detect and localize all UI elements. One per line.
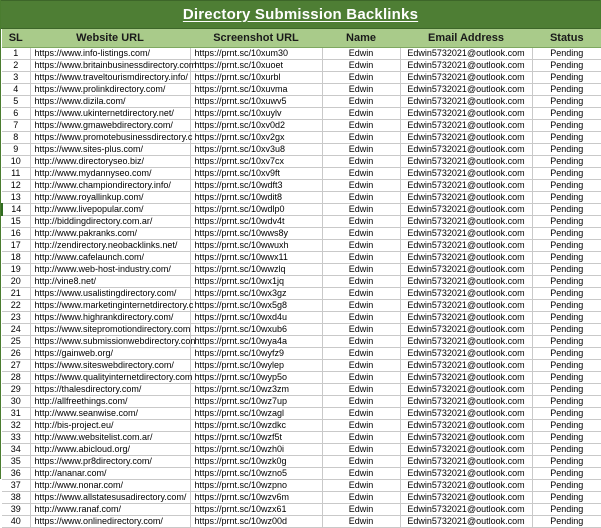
cell-serial[interactable]: 10 — [2, 156, 30, 168]
cell-name[interactable]: Edwin — [322, 96, 400, 108]
cell-serial[interactable]: 29 — [2, 384, 30, 396]
table-row[interactable] — [2, 372, 601, 384]
table-row[interactable] — [2, 60, 601, 72]
cell-email[interactable]: Edwin5732021@outlook.com — [400, 336, 532, 348]
cell-website-url[interactable]: http://allfreethings.com/ — [30, 396, 190, 408]
cell-name[interactable]: Edwin — [322, 396, 400, 408]
table-row[interactable] — [2, 288, 601, 300]
cell-name[interactable]: Edwin — [322, 72, 400, 84]
column-header-email-address[interactable]: Email Address — [400, 29, 532, 48]
table-row[interactable] — [2, 192, 601, 204]
cell-status[interactable]: Pending — [532, 204, 601, 216]
cell-screenshot-url[interactable]: https://prnt.sc/10wzpno — [190, 480, 322, 492]
cell-serial[interactable]: 13 — [2, 192, 30, 204]
cell-website-url[interactable]: http://biddingdirectory.com.ar/ — [30, 216, 190, 228]
cell-website-url[interactable]: https://www.sites-plus.com/ — [30, 144, 190, 156]
cell-status[interactable]: Pending — [532, 312, 601, 324]
cell-website-url[interactable]: https://www.pr8directory.com/ — [30, 456, 190, 468]
cell-website-url[interactable]: http://www.championdirectory.info/ — [30, 180, 190, 192]
cell-email[interactable]: Edwin5732021@outlook.com — [400, 180, 532, 192]
table-row[interactable] — [2, 132, 601, 144]
table-row[interactable] — [2, 336, 601, 348]
table-row[interactable] — [2, 516, 601, 528]
cell-serial[interactable]: 27 — [2, 360, 30, 372]
cell-email[interactable]: Edwin5732021@outlook.com — [400, 288, 532, 300]
cell-website-url[interactable]: http://www.abicloud.org/ — [30, 444, 190, 456]
cell-name[interactable]: Edwin — [322, 456, 400, 468]
cell-name[interactable]: Edwin — [322, 84, 400, 96]
table-row[interactable] — [2, 360, 601, 372]
cell-serial[interactable]: 7 — [2, 120, 30, 132]
table-row[interactable] — [2, 432, 601, 444]
cell-email[interactable]: Edwin5732021@outlook.com — [400, 432, 532, 444]
cell-website-url[interactable]: http://www.websitelist.com.ar/ — [30, 432, 190, 444]
table-row[interactable] — [2, 180, 601, 192]
cell-screenshot-url[interactable]: https://prnt.sc/10xv9ft — [190, 168, 322, 180]
cell-status[interactable]: Pending — [532, 324, 601, 336]
cell-serial[interactable]: 39 — [2, 504, 30, 516]
cell-screenshot-url[interactable]: https://prnt.sc/10wyp5o — [190, 372, 322, 384]
column-header-status[interactable]: Status — [532, 29, 601, 48]
cell-serial[interactable]: 2 — [2, 60, 30, 72]
cell-screenshot-url[interactable]: https://prnt.sc/10wdft3 — [190, 180, 322, 192]
cell-status[interactable]: Pending — [532, 252, 601, 264]
cell-serial[interactable]: 40 — [2, 516, 30, 528]
cell-website-url[interactable]: https://www.siteswebdirectory.com/ — [30, 360, 190, 372]
table-row[interactable] — [2, 204, 601, 216]
cell-website-url[interactable]: https://www.sitepromotiondirectory.com — [30, 324, 190, 336]
table-row[interactable] — [2, 396, 601, 408]
table-row[interactable] — [2, 408, 601, 420]
cell-screenshot-url[interactable]: https://prnt.sc/10wwzlq — [190, 264, 322, 276]
cell-screenshot-url[interactable]: https://prnt.sc/10xv3u8 — [190, 144, 322, 156]
table-row[interactable] — [2, 324, 601, 336]
table-row[interactable] — [2, 492, 601, 504]
cell-status[interactable]: Pending — [532, 480, 601, 492]
cell-website-url[interactable]: http://www.nonar.com/ — [30, 480, 190, 492]
table-row[interactable] — [2, 240, 601, 252]
table-row[interactable] — [2, 108, 601, 120]
cell-screenshot-url[interactable]: https://prnt.sc/10wdlp0 — [190, 204, 322, 216]
cell-status[interactable]: Pending — [532, 492, 601, 504]
cell-status[interactable]: Pending — [532, 396, 601, 408]
cell-website-url[interactable]: http://www.cafelaunch.com/ — [30, 252, 190, 264]
table-row[interactable] — [2, 72, 601, 84]
cell-serial[interactable]: 21 — [2, 288, 30, 300]
cell-name[interactable]: Edwin — [322, 516, 400, 528]
cell-name[interactable]: Edwin — [322, 312, 400, 324]
cell-status[interactable]: Pending — [532, 144, 601, 156]
cell-name[interactable]: Edwin — [322, 480, 400, 492]
cell-status[interactable]: Pending — [532, 60, 601, 72]
cell-website-url[interactable]: http://www.pakranks.com/ — [30, 228, 190, 240]
cell-screenshot-url[interactable]: https://prnt.sc/10wyfz9 — [190, 348, 322, 360]
cell-screenshot-url[interactable]: https://prnt.sc/10wxub6 — [190, 324, 322, 336]
table-row[interactable] — [2, 468, 601, 480]
cell-serial[interactable]: 23 — [2, 312, 30, 324]
cell-screenshot-url[interactable]: https://prnt.sc/10wwuxh — [190, 240, 322, 252]
cell-name[interactable]: Edwin — [322, 468, 400, 480]
cell-email[interactable]: Edwin5732021@outlook.com — [400, 228, 532, 240]
table-row[interactable] — [2, 504, 601, 516]
table-body — [2, 48, 601, 528]
cell-email[interactable]: Edwin5732021@outlook.com — [400, 396, 532, 408]
table-row[interactable] — [2, 276, 601, 288]
cell-email[interactable]: Edwin5732021@outlook.com — [400, 384, 532, 396]
cell-status[interactable]: Pending — [532, 444, 601, 456]
cell-screenshot-url[interactable]: https://prnt.sc/10xuoet — [190, 60, 322, 72]
cell-screenshot-url[interactable]: https://prnt.sc/10wzx61 — [190, 504, 322, 516]
cell-email[interactable]: Edwin5732021@outlook.com — [400, 84, 532, 96]
table-header — [2, 29, 601, 48]
cell-name[interactable]: Edwin — [322, 276, 400, 288]
table-row[interactable] — [2, 348, 601, 360]
cell-screenshot-url[interactable]: https://prnt.sc/10wx5g8 — [190, 300, 322, 312]
cell-website-url[interactable]: http://www.livepopular.com/ — [30, 204, 190, 216]
cell-website-url[interactable]: https://www.usalistingdirectory.com/ — [30, 288, 190, 300]
table-row[interactable] — [2, 120, 601, 132]
cell-serial[interactable]: 5 — [2, 96, 30, 108]
cell-serial[interactable]: 1 — [2, 48, 30, 60]
cell-serial[interactable]: 19 — [2, 264, 30, 276]
cell-status[interactable]: Pending — [532, 348, 601, 360]
cell-name[interactable]: Edwin — [322, 228, 400, 240]
cell-email[interactable]: Edwin5732021@outlook.com — [400, 48, 532, 60]
cell-website-url[interactable]: https://www.info-listings.com/ — [30, 48, 190, 60]
cell-name[interactable]: Edwin — [322, 372, 400, 384]
cell-screenshot-url[interactable]: https://prnt.sc/10wdv4t — [190, 216, 322, 228]
cell-website-url[interactable]: https://www.onlinedirectory.com/ — [30, 516, 190, 528]
cell-email[interactable]: Edwin5732021@outlook.com — [400, 108, 532, 120]
cell-email[interactable]: Edwin5732021@outlook.com — [400, 132, 532, 144]
cell-status[interactable]: Pending — [532, 84, 601, 96]
cell-email[interactable]: Edwin5732021@outlook.com — [400, 120, 532, 132]
cell-serial[interactable]: 31 — [2, 408, 30, 420]
table-row[interactable] — [2, 216, 601, 228]
cell-status[interactable]: Pending — [532, 276, 601, 288]
cell-serial[interactable]: 25 — [2, 336, 30, 348]
cell-status[interactable]: Pending — [532, 300, 601, 312]
cell-serial[interactable]: 26 — [2, 348, 30, 360]
cell-status[interactable]: Pending — [532, 156, 601, 168]
cell-screenshot-url[interactable]: https://prnt.sc/10wz7up — [190, 396, 322, 408]
cell-website-url[interactable]: http://ananar.com/ — [30, 468, 190, 480]
cell-status[interactable]: Pending — [532, 216, 601, 228]
cell-serial[interactable]: 9 — [2, 144, 30, 156]
table-row[interactable] — [2, 84, 601, 96]
cell-screenshot-url[interactable]: https://prnt.sc/10xuvma — [190, 84, 322, 96]
cell-name[interactable]: Edwin — [322, 168, 400, 180]
cell-status[interactable]: Pending — [532, 96, 601, 108]
table-row[interactable] — [2, 312, 601, 324]
cell-screenshot-url[interactable]: https://prnt.sc/10wdit8 — [190, 192, 322, 204]
cell-serial[interactable]: 8 — [2, 132, 30, 144]
cell-status[interactable]: Pending — [532, 180, 601, 192]
cell-status[interactable]: Pending — [532, 372, 601, 384]
cell-website-url[interactable]: https://www.prolinkdirectory.com/ — [30, 84, 190, 96]
cell-website-url[interactable]: https://www.dizila.com/ — [30, 96, 190, 108]
cell-serial[interactable]: 17 — [2, 240, 30, 252]
cell-status[interactable]: Pending — [532, 108, 601, 120]
cell-name[interactable]: Edwin — [322, 156, 400, 168]
cell-status[interactable]: Pending — [532, 468, 601, 480]
cell-serial[interactable]: 33 — [2, 432, 30, 444]
table-row[interactable] — [2, 444, 601, 456]
cell-email[interactable]: Edwin5732021@outlook.com — [400, 144, 532, 156]
cell-serial[interactable]: 22 — [2, 300, 30, 312]
cell-website-url[interactable]: https://www.qualityinternetdirectory.com — [30, 372, 190, 384]
cell-website-url[interactable]: http://vine8.net/ — [30, 276, 190, 288]
cell-serial[interactable]: 24 — [2, 324, 30, 336]
cell-email[interactable]: Edwin5732021@outlook.com — [400, 192, 532, 204]
table-row[interactable] — [2, 228, 601, 240]
cell-screenshot-url[interactable]: https://prnt.sc/10wz3zm — [190, 384, 322, 396]
cell-screenshot-url[interactable]: https://prnt.sc/10wylep — [190, 360, 322, 372]
column-header-screenshot-url[interactable]: Screenshot URL — [190, 29, 322, 48]
cell-name[interactable]: Edwin — [322, 360, 400, 372]
cell-name[interactable]: Edwin — [322, 504, 400, 516]
cell-serial[interactable]: 14 — [2, 204, 30, 216]
cell-name[interactable]: Edwin — [322, 288, 400, 300]
header-row — [2, 29, 601, 48]
cell-website-url[interactable]: https://thalesdirectory.com/ — [30, 384, 190, 396]
cell-screenshot-url[interactable]: https://prnt.sc/10wzf5t — [190, 432, 322, 444]
cell-name[interactable]: Edwin — [322, 144, 400, 156]
table-row[interactable] — [2, 156, 601, 168]
cell-serial[interactable]: 35 — [2, 456, 30, 468]
cell-status[interactable]: Pending — [532, 264, 601, 276]
cell-status[interactable]: Pending — [532, 48, 601, 60]
cell-name[interactable]: Edwin — [322, 240, 400, 252]
cell-name[interactable]: Edwin — [322, 204, 400, 216]
cell-status[interactable]: Pending — [532, 336, 601, 348]
cell-name[interactable]: Edwin — [322, 348, 400, 360]
cell-name[interactable]: Edwin — [322, 432, 400, 444]
cell-screenshot-url[interactable]: https://prnt.sc/10wx1jq — [190, 276, 322, 288]
cell-status[interactable]: Pending — [532, 168, 601, 180]
cell-name[interactable]: Edwin — [322, 192, 400, 204]
cell-name[interactable]: Edwin — [322, 336, 400, 348]
cell-name[interactable]: Edwin — [322, 264, 400, 276]
page-title: Directory Submission Backlinks — [182, 6, 419, 23]
cell-website-url[interactable]: https://www.ukinternetdirectory.net/ — [30, 108, 190, 120]
cell-email[interactable]: Edwin5732021@outlook.com — [400, 360, 532, 372]
cell-website-url[interactable]: http://www.web-host-industry.com/ — [30, 264, 190, 276]
cell-serial[interactable]: 16 — [2, 228, 30, 240]
cell-status[interactable]: Pending — [532, 240, 601, 252]
cell-screenshot-url[interactable]: https://prnt.sc/10wzv6m — [190, 492, 322, 504]
cell-email[interactable]: Edwin5732021@outlook.com — [400, 444, 532, 456]
cell-email[interactable]: Edwin5732021@outlook.com — [400, 372, 532, 384]
cell-screenshot-url[interactable]: https://prnt.sc/10xuylv — [190, 108, 322, 120]
cell-name[interactable]: Edwin — [322, 48, 400, 60]
cell-email[interactable]: Edwin5732021@outlook.com — [400, 408, 532, 420]
table-row[interactable] — [2, 96, 601, 108]
table-row[interactable] — [2, 480, 601, 492]
cell-website-url[interactable]: https://gainweb.org/ — [30, 348, 190, 360]
cell-website-url[interactable]: https://www.highrankdirectory.com/ — [30, 312, 190, 324]
cell-screenshot-url[interactable]: https://prnt.sc/10xv7cx — [190, 156, 322, 168]
cell-screenshot-url[interactable]: https://prnt.sc/10wzh0i — [190, 444, 322, 456]
cell-website-url[interactable]: http://www.seanwise.com/ — [30, 408, 190, 420]
cell-website-url[interactable]: http://zendirectory.neobacklinks.net/ — [30, 240, 190, 252]
cell-name[interactable]: Edwin — [322, 216, 400, 228]
cell-name[interactable]: Edwin — [322, 408, 400, 420]
cell-status[interactable]: Pending — [532, 288, 601, 300]
cell-website-url[interactable]: http://www.royallinkup.com/ — [30, 192, 190, 204]
cell-screenshot-url[interactable]: https://prnt.sc/10wzdkc — [190, 420, 322, 432]
cell-serial[interactable]: 6 — [2, 108, 30, 120]
cell-screenshot-url[interactable]: https://prnt.sc/10xv0d2 — [190, 120, 322, 132]
cell-name[interactable]: Edwin — [322, 492, 400, 504]
cell-status[interactable]: Pending — [532, 432, 601, 444]
cell-status[interactable]: Pending — [532, 456, 601, 468]
column-header-name[interactable]: Name — [322, 29, 400, 48]
cell-email[interactable]: Edwin5732021@outlook.com — [400, 420, 532, 432]
cell-serial[interactable]: 37 — [2, 480, 30, 492]
cell-screenshot-url[interactable]: https://prnt.sc/10wzk0g — [190, 456, 322, 468]
cell-serial[interactable]: 12 — [2, 180, 30, 192]
cell-email[interactable]: Edwin5732021@outlook.com — [400, 264, 532, 276]
cell-screenshot-url[interactable]: https://prnt.sc/10wya4a — [190, 336, 322, 348]
cell-status[interactable]: Pending — [532, 192, 601, 204]
cell-screenshot-url[interactable]: https://prnt.sc/10wzno5 — [190, 468, 322, 480]
cell-status[interactable]: Pending — [532, 72, 601, 84]
cell-status[interactable]: Pending — [532, 408, 601, 420]
cell-name[interactable]: Edwin — [322, 180, 400, 192]
sheet-title-banner — [1, 0, 600, 29]
cell-serial[interactable]: 20 — [2, 276, 30, 288]
cell-email[interactable]: Edwin5732021@outlook.com — [400, 252, 532, 264]
cell-email[interactable]: Edwin5732021@outlook.com — [400, 60, 532, 72]
cell-name[interactable]: Edwin — [322, 420, 400, 432]
cell-email[interactable]: Edwin5732021@outlook.com — [400, 312, 532, 324]
cell-website-url[interactable]: https://www.marketinginternetdirectory.c — [30, 300, 190, 312]
cell-screenshot-url[interactable]: https://prnt.sc/10xum30 — [190, 48, 322, 60]
cell-email[interactable]: Edwin5732021@outlook.com — [400, 72, 532, 84]
cell-email[interactable]: Edwin5732021@outlook.com — [400, 204, 532, 216]
cell-website-url[interactable]: https://www.promotebusinessdirectory.c — [30, 132, 190, 144]
cell-name[interactable]: Edwin — [322, 324, 400, 336]
cell-email[interactable]: Edwin5732021@outlook.com — [400, 300, 532, 312]
cell-website-url[interactable]: https://www.traveltourismdirectory.info/ — [30, 72, 190, 84]
cell-serial[interactable]: 34 — [2, 444, 30, 456]
cell-screenshot-url[interactable]: https://prnt.sc/10wx3gz — [190, 288, 322, 300]
cell-status[interactable]: Pending — [532, 516, 601, 528]
cell-serial[interactable]: 3 — [2, 72, 30, 84]
cell-name[interactable]: Edwin — [322, 108, 400, 120]
cell-status[interactable]: Pending — [532, 228, 601, 240]
cell-email[interactable]: Edwin5732021@outlook.com — [400, 240, 532, 252]
cell-status[interactable]: Pending — [532, 132, 601, 144]
cell-screenshot-url[interactable]: https://prnt.sc/10xv2gx — [190, 132, 322, 144]
backlinks-table — [1, 29, 601, 528]
cell-serial[interactable]: 4 — [2, 84, 30, 96]
cell-screenshot-url[interactable]: https://prnt.sc/10xurbl — [190, 72, 322, 84]
cell-screenshot-url[interactable]: https://prnt.sc/10wz00d — [190, 516, 322, 528]
cell-serial[interactable]: 38 — [2, 492, 30, 504]
cell-website-url[interactable]: http://www.directoryseo.biz/ — [30, 156, 190, 168]
cell-website-url[interactable]: http://bis-project.eu/ — [30, 420, 190, 432]
cell-email[interactable]: Edwin5732021@outlook.com — [400, 492, 532, 504]
cell-email[interactable]: Edwin5732021@outlook.com — [400, 168, 532, 180]
cell-email[interactable]: Edwin5732021@outlook.com — [400, 456, 532, 468]
cell-status[interactable]: Pending — [532, 420, 601, 432]
cell-email[interactable]: Edwin5732021@outlook.com — [400, 324, 532, 336]
cell-name[interactable]: Edwin — [322, 384, 400, 396]
cell-serial[interactable]: 30 — [2, 396, 30, 408]
cell-screenshot-url[interactable]: https://prnt.sc/10wws8y — [190, 228, 322, 240]
cell-email[interactable]: Edwin5732021@outlook.com — [400, 468, 532, 480]
table-row[interactable] — [2, 264, 601, 276]
cell-serial[interactable]: 28 — [2, 372, 30, 384]
cell-email[interactable]: Edwin5732021@outlook.com — [400, 516, 532, 528]
cell-website-url[interactable]: http://www.mydannyseo.com/ — [30, 168, 190, 180]
cell-screenshot-url[interactable]: https://prnt.sc/10wzagl — [190, 408, 322, 420]
cell-name[interactable]: Edwin — [322, 300, 400, 312]
cell-email[interactable]: Edwin5732021@outlook.com — [400, 348, 532, 360]
cell-email[interactable]: Edwin5732021@outlook.com — [400, 96, 532, 108]
cell-status[interactable]: Pending — [532, 384, 601, 396]
cell-serial[interactable]: 18 — [2, 252, 30, 264]
cell-website-url[interactable]: https://www.gmawebdirectory.com/ — [30, 120, 190, 132]
cell-name[interactable]: Edwin — [322, 132, 400, 144]
cell-name[interactable]: Edwin — [322, 252, 400, 264]
cell-name[interactable]: Edwin — [322, 120, 400, 132]
cell-status[interactable]: Pending — [532, 120, 601, 132]
cell-email[interactable]: Edwin5732021@outlook.com — [400, 480, 532, 492]
cell-status[interactable]: Pending — [532, 360, 601, 372]
cell-email[interactable]: Edwin5732021@outlook.com — [400, 216, 532, 228]
table-row[interactable] — [2, 456, 601, 468]
table-row[interactable] — [2, 420, 601, 432]
cell-email[interactable]: Edwin5732021@outlook.com — [400, 156, 532, 168]
cell-website-url[interactable]: https://www.allstatesusadirectory.com/ — [30, 492, 190, 504]
cell-website-url[interactable]: https://www.submissionwebdirectory.con — [30, 336, 190, 348]
cell-website-url[interactable]: https://www.britainbusinessdirectory.com — [30, 60, 190, 72]
cell-email[interactable]: Edwin5732021@outlook.com — [400, 504, 532, 516]
cell-screenshot-url[interactable]: https://prnt.sc/10xuwv5 — [190, 96, 322, 108]
table-row[interactable] — [2, 144, 601, 156]
cell-email[interactable]: Edwin5732021@outlook.com — [400, 276, 532, 288]
cell-serial[interactable]: 11 — [2, 168, 30, 180]
cell-screenshot-url[interactable]: https://prnt.sc/10wwx11 — [190, 252, 322, 264]
cell-serial[interactable]: 32 — [2, 420, 30, 432]
cell-name[interactable]: Edwin — [322, 444, 400, 456]
column-header-sl[interactable]: SL — [2, 29, 30, 48]
table-row[interactable] — [2, 384, 601, 396]
cell-screenshot-url[interactable]: https://prnt.sc/10wxd4u — [190, 312, 322, 324]
cell-serial[interactable]: 15 — [2, 216, 30, 228]
table-row[interactable] — [2, 300, 601, 312]
table-row[interactable] — [2, 168, 601, 180]
cell-serial[interactable]: 36 — [2, 468, 30, 480]
column-header-website-url[interactable]: Website URL — [30, 29, 190, 48]
cell-name[interactable]: Edwin — [322, 60, 400, 72]
table-row[interactable] — [2, 48, 601, 60]
cell-status[interactable]: Pending — [532, 504, 601, 516]
cell-website-url[interactable]: http://www.ranaf.com/ — [30, 504, 190, 516]
table-row[interactable] — [2, 252, 601, 264]
